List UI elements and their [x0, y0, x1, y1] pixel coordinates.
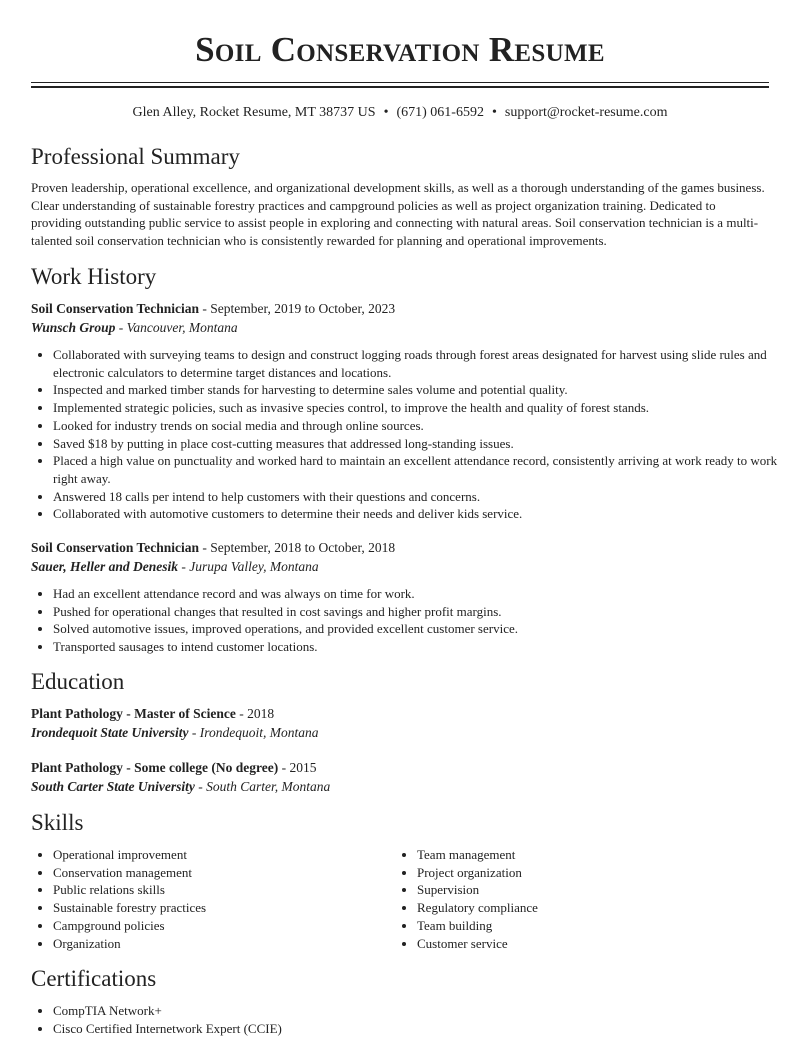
contact-line	[0, 104, 800, 122]
job-bullet: • Collaborated with surveying teams to design and construct logging roads through forest areas designated for harvest using slide rules and electronic calculators to determine target distances and locations.	[53, 346, 791, 381]
education-1-school	[31, 724, 319, 742]
certification-item: • CompTIA Network+	[53, 1002, 791, 1020]
job-title: Soil Conservation Technician	[31, 301, 200, 316]
job-bullet: • Pushed for operational changes that resulted in cost savings and higher profit margins.	[53, 603, 791, 621]
title-divider-thin	[31, 82, 769, 83]
job-1-employer	[31, 319, 238, 337]
contact-phone: (671) 061-6592	[396, 105, 484, 120]
skill-item: • Supervision	[417, 881, 757, 899]
skill-item: • Project organization	[417, 864, 757, 882]
education-year: - 2018	[235, 706, 275, 721]
summary-text: Proven leadership, operational excellence, and organizational development skills, as well as a thorough understanding of the games business. Clear understanding of sustainable forestry practices and campground policies as well as project organization training. Dedicated to providing outstanding public service to assist people in exploring and connecting with natural areas. Soil conservation technician is a multi-talented soil conservation technician who is consistently rewarded for planning and operational improvements.	[31, 180, 765, 249]
job-bullet: • Transported sausages to intend customer locations.	[53, 638, 791, 656]
contact-separator: •	[491, 105, 497, 120]
skill-item: • Campground policies	[53, 917, 393, 935]
education-school: South Carter State University	[31, 779, 195, 794]
work-history-heading: Work History	[31, 264, 157, 289]
job-bullet: • Had an excellent attendance record and was always on time for work.	[53, 585, 791, 603]
job-1-bullets	[31, 346, 791, 523]
skills-list-left	[31, 846, 393, 952]
skill-item: • Team building	[417, 917, 757, 935]
certification-item: • Cisco Certified Internetwork Expert (CCIE)	[53, 1020, 791, 1037]
education-degree: Plant Pathology - Some college (No degree)	[31, 760, 279, 775]
job-2-bullets	[31, 585, 791, 656]
job-location: - Vancouver, Montana	[115, 320, 238, 335]
contact-email: support@rocket-resume.com	[504, 105, 668, 120]
skill-item: • Sustainable forestry practices	[53, 899, 393, 917]
job-location: - Jurupa Valley, Montana	[178, 559, 319, 574]
education-location: - Irondequoit, Montana	[188, 725, 319, 740]
certifications-heading: Certifications	[31, 966, 157, 991]
skill-item: • Organization	[53, 935, 393, 953]
skills-heading: Skills	[31, 810, 84, 835]
skill-item: • Customer service	[417, 935, 757, 953]
job-bullet: • Answered 18 calls per intend to help customers with their questions and concerns.	[53, 488, 791, 506]
job-bullet: • Collaborated with automotive customers to determine their needs and deliver kids service.	[53, 505, 791, 523]
job-bullet: • Placed a high value on punctuality and worked hard to maintain an excellent attendance record, consistently arriving at work ready to work right away.	[53, 452, 791, 487]
job-title: Soil Conservation Technician	[31, 540, 200, 555]
job-1-header	[31, 300, 395, 318]
resume-title: Soil Conservation Resume	[195, 30, 605, 69]
skill-item: • Conservation management	[53, 864, 393, 882]
job-2-employer	[31, 558, 319, 576]
job-bullet: • Inspected and marked timber stands for harvesting to determine sales volume and potential quality.	[53, 381, 791, 399]
job-company: Sauer, Heller and Denesik	[31, 559, 179, 574]
education-location: - South Carter, Montana	[194, 779, 331, 794]
skill-item: • Regulatory compliance	[417, 899, 757, 917]
contact-address: Glen Alley, Rocket Resume, MT 38737 US	[132, 105, 376, 120]
education-2-school	[31, 778, 330, 796]
job-bullet: • Looked for industry trends on social media and through online sources.	[53, 417, 791, 435]
education-1-header	[31, 705, 274, 723]
title-divider-thick	[31, 86, 769, 88]
education-heading: Education	[31, 669, 125, 694]
job-bullet: • Solved automotive issues, improved operations, and provided excellent customer service.	[53, 620, 791, 638]
skills-list-right	[395, 846, 757, 952]
job-bullet: • Saved $18 by putting in place cost-cutting measures that addressed long-standing issues.	[53, 435, 791, 453]
job-bullet: • Implemented strategic policies, such as invasive species control, to improve the health and quality of forest stands.	[53, 399, 791, 417]
skill-item: • Operational improvement	[53, 846, 393, 864]
job-company: Wunsch Group	[31, 320, 116, 335]
education-degree: Plant Pathology - Master of Science	[31, 706, 236, 721]
job-dates: - September, 2018 to October, 2018	[199, 540, 396, 555]
skill-item: • Team management	[417, 846, 757, 864]
education-school: Irondequoit State University	[31, 725, 189, 740]
contact-separator: •	[383, 105, 389, 120]
education-2-header	[31, 759, 316, 777]
job-2-header	[31, 539, 395, 557]
job-dates: - September, 2019 to October, 2023	[199, 301, 396, 316]
summary-heading: Professional Summary	[31, 144, 240, 169]
skill-item: • Public relations skills	[53, 881, 393, 899]
certifications-list	[31, 1002, 791, 1037]
education-year: - 2015	[278, 760, 317, 775]
